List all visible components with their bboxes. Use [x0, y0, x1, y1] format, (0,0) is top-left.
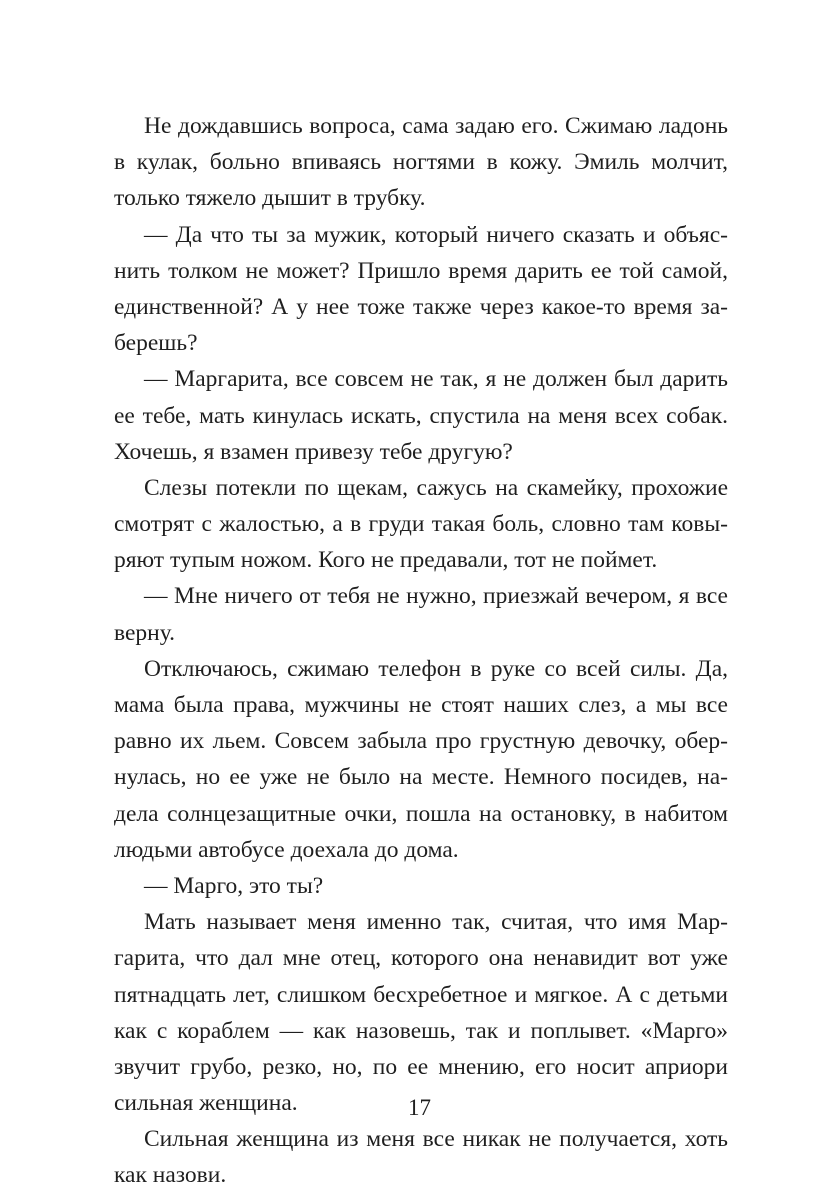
text-line: звучит грубо, резко, но, по ее мнению, его носит априори: [114, 1053, 728, 1080]
text-line: единственной? А у нее тоже также через какое-то время за-: [114, 293, 728, 320]
text-line: верну.: [114, 619, 175, 646]
text-line: нулась, но ее уже не было на месте. Немного посидев, на-: [114, 764, 728, 791]
text-line: ее тебе, мать кинулась искать, спустила на меня всех собак.: [114, 402, 728, 429]
text-line: только тяжело дышит в трубку.: [114, 185, 426, 212]
text-line: как с кораблем — как назовешь, так и поплывет. «Марго»: [114, 1017, 728, 1044]
paragraph: [114, 651, 728, 868]
text-line: мама была права, мужчины не стоят наших слез, а мы все: [114, 692, 728, 718]
text-line: Слезы потекли по щекам, сажусь на скамейку, прохожие: [144, 474, 728, 501]
text-line: равно их льем. Совсем забыла про грустную девочку, обер-: [114, 728, 728, 755]
text-line: Не дождавшись вопроса, сама задаю его. Сжимаю ладонь: [144, 113, 728, 139]
text-line: как назови.: [114, 1162, 227, 1189]
text-line: нить толком не может? Пришло время дарить ее той самой,: [114, 257, 728, 284]
text-line: в кулак, больно впиваясь ногтями в кожу. Эмиль молчит,: [114, 149, 728, 176]
text-line: пятнадцать лет, слишком бесхребетное и мягкое. А с детьми: [114, 981, 728, 1008]
text-line: сильная женщина.: [114, 1090, 298, 1117]
text-line: Хочешь, я взамен привезу тебе другую?: [114, 438, 513, 465]
text-line: гарита, что дал мне отец, которого она ненавидит вот уже: [114, 945, 728, 972]
paragraph: [114, 108, 728, 217]
paragraph: [114, 1121, 728, 1193]
text-line: смотрят с жалостью, а в груди такая боль, словно там ковы-: [114, 511, 728, 538]
text-line: Мать называет меня именно так, считая, что имя Мар-: [144, 909, 728, 936]
text-line: ряют тупым ножом. Кого не предавали, тот не поймет.: [114, 547, 658, 574]
paragraph: [114, 470, 728, 579]
paragraph: [114, 217, 728, 362]
paragraph: [114, 868, 728, 904]
text-line: Отключаюсь, сжимаю телефон в руке со всей силы. Да,: [144, 655, 728, 682]
paragraph: [114, 904, 728, 1121]
text-line: — Маргарита, все совсем не так, я не должен был дарить: [144, 366, 728, 393]
text-line: — Марго, это ты?: [144, 872, 324, 899]
text-line: — Да что ты за мужик, который ничего сказать и объяс-: [144, 221, 728, 248]
text-line: Сильная женщина из меня все никак не получается, хоть: [144, 1126, 728, 1153]
paragraph: [114, 361, 728, 470]
text-line: — Мне ничего от тебя не нужно, приезжай вечером, я все: [144, 583, 728, 610]
text-line: людьми автобусе доехала до дома.: [114, 836, 459, 863]
paragraph: [114, 578, 728, 650]
body-text: [114, 108, 728, 1194]
text-line: берешь?: [114, 330, 198, 357]
text-line: дела солнцезащитные очки, пошла на остановку, в набитом: [114, 800, 728, 827]
page-number: 17: [408, 1095, 431, 1120]
